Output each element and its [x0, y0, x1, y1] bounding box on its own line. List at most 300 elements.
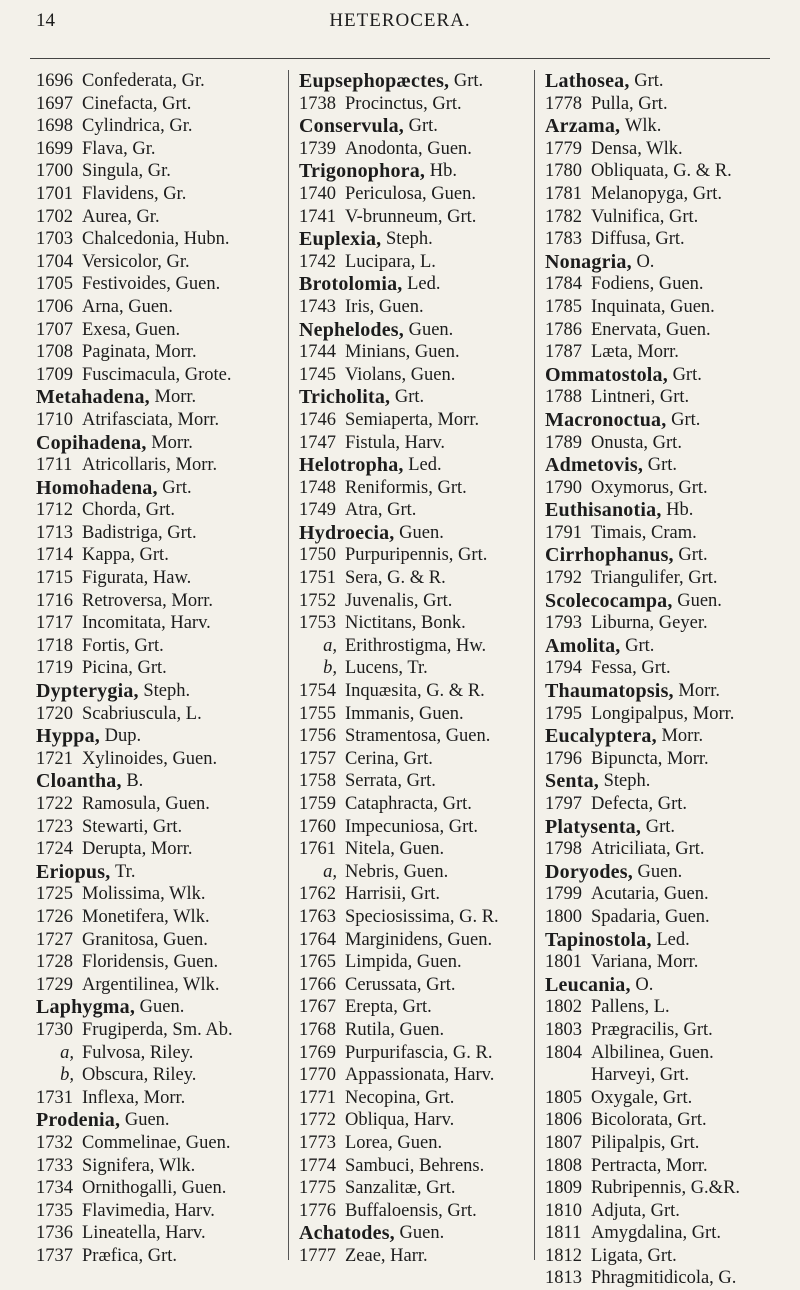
entry-name: Atra, Grt. — [345, 500, 417, 521]
species-entry — [36, 635, 286, 658]
species-entry — [299, 544, 543, 567]
genus-author: O. — [631, 251, 655, 272]
entry-name: Fistula, Harv. — [345, 432, 446, 453]
entry-name: Onusta, Grt. — [591, 432, 682, 453]
species-entry — [36, 544, 286, 567]
entry-name: Versicolor, Gr. — [82, 251, 190, 272]
species-entry — [545, 1064, 787, 1087]
column-2 — [288, 70, 543, 1266]
species-entry — [36, 567, 286, 590]
entry-name: Buffaloensis, Grt. — [345, 1200, 477, 1221]
entry-name: Ramosula, Guen. — [82, 794, 210, 814]
species-entry — [299, 838, 543, 861]
genus-heading — [545, 770, 787, 793]
entry-name: Longipalpus, Morr. — [591, 703, 735, 724]
species-list — [36, 70, 776, 1289]
entry-number: 1763 — [299, 906, 336, 927]
entry-number: 1783 — [545, 229, 582, 250]
genus-author: Guen. — [394, 522, 444, 543]
species-entry — [299, 93, 543, 116]
species-entry — [36, 1019, 286, 1042]
entry-number: 1748 — [299, 477, 336, 498]
species-entry — [36, 929, 286, 952]
entry-number: 1805 — [545, 1087, 582, 1108]
entry-name: Pilipalpis, Grt. — [591, 1132, 700, 1153]
genus-author: Grt. — [667, 364, 702, 385]
species-entry — [36, 1132, 286, 1155]
entry-number: 1780 — [545, 161, 582, 182]
genus-name: Hydroecia, — [299, 521, 395, 544]
species-entry — [299, 1064, 543, 1087]
entry-name: Signifera, Wlk. — [82, 1155, 196, 1176]
genus-heading — [299, 273, 543, 296]
genus-author: Tr. — [110, 861, 136, 882]
species-entry — [545, 183, 787, 206]
entry-name: Retroversa, Morr. — [82, 590, 214, 611]
entry-number: 1739 — [299, 138, 336, 159]
entry-name: Prægracilis, Grt. — [591, 1019, 713, 1040]
species-entry — [545, 160, 787, 183]
species-entry — [545, 1087, 787, 1110]
entry-number: 1782 — [545, 206, 582, 227]
species-entry — [299, 1245, 543, 1268]
genus-name: Conservula, — [299, 115, 404, 138]
entry-number: 1788 — [545, 387, 582, 408]
species-entry — [299, 138, 543, 161]
entry-name: Serrata, Grt. — [345, 771, 436, 792]
entry-name: Erepta, Grt. — [345, 997, 432, 1018]
species-entry — [36, 1087, 286, 1110]
species-entry — [545, 93, 787, 116]
genus-name: Trigonophora, — [299, 160, 426, 183]
entry-number: 1784 — [545, 274, 582, 295]
entry-number: 1733 — [36, 1155, 73, 1176]
species-entry — [299, 612, 543, 635]
entry-name: Obliquata, G. & R. — [591, 161, 732, 182]
entry-number: 1764 — [299, 929, 336, 950]
genus-name: Tricholita, — [299, 386, 391, 409]
running-head: HETEROCERA. — [329, 10, 471, 31]
entry-name: Bicolorata, Grt. — [591, 1110, 707, 1131]
species-entry — [545, 1222, 787, 1245]
species-entry — [36, 1200, 286, 1223]
entry-number: 1743 — [299, 296, 336, 317]
entry-name: Obliqua, Harv. — [345, 1110, 455, 1131]
entry-name: Chorda, Grt. — [82, 500, 175, 521]
species-entry — [36, 1155, 286, 1178]
entry-name: Periculosa, Guen. — [345, 183, 477, 204]
entry-number: 1718 — [36, 635, 73, 656]
entry-number: 1813 — [545, 1268, 582, 1289]
genus-name: Dypterygia, — [36, 680, 139, 703]
entry-name: Granitosa, Guen. — [82, 929, 208, 950]
species-entry — [299, 951, 543, 974]
species-entry — [299, 1042, 543, 1065]
entry-name: Frugiperda, Sm. Ab. — [82, 1019, 233, 1040]
entry-number: 1754 — [299, 681, 336, 702]
species-entry — [545, 1042, 787, 1065]
entry-number: 1747 — [299, 432, 336, 453]
entry-name: Acutaria, Guen. — [591, 884, 709, 905]
species-entry — [299, 1109, 543, 1132]
species-entry — [545, 522, 787, 545]
genus-name: Thaumatopsis, — [545, 680, 674, 703]
species-entry — [299, 499, 543, 522]
entry-number: 1721 — [36, 748, 73, 769]
entry-name: Adjuta, Grt. — [591, 1200, 680, 1221]
entry-name: Inquæsita, G. & R. — [345, 681, 485, 702]
species-entry — [545, 386, 787, 409]
entry-name: Necopina, Grt. — [345, 1087, 455, 1108]
species-entry — [36, 838, 286, 861]
entry-name: Cinefacta, Grt. — [82, 93, 192, 114]
genus-heading — [36, 996, 286, 1019]
entry-number: 1809 — [545, 1178, 582, 1199]
species-entry — [36, 703, 286, 726]
entry-number: 1698 — [36, 116, 73, 137]
entry-name: Xylinoides, Guen. — [82, 748, 218, 769]
species-entry — [299, 793, 543, 816]
genus-heading — [36, 680, 286, 703]
entry-number: 1756 — [299, 726, 336, 747]
genus-heading — [36, 725, 286, 748]
species-entry — [299, 296, 543, 319]
genus-author: Guen. — [394, 1223, 445, 1244]
entry-name: Erithrostigma, Hw. — [345, 635, 487, 656]
species-entry — [36, 228, 286, 251]
species-entry — [36, 206, 286, 229]
entry-number: 1738 — [299, 93, 336, 114]
genus-author: Guen. — [672, 590, 722, 611]
entry-number: 1775 — [299, 1178, 336, 1199]
entry-name: Læta, Morr. — [591, 342, 679, 363]
species-entry — [545, 296, 787, 319]
genus-name: Platysenta, — [545, 815, 642, 838]
variety-entry — [36, 1042, 286, 1065]
species-entry — [36, 93, 286, 116]
genus-heading — [36, 432, 286, 455]
entry-number: 1751 — [299, 568, 336, 589]
entry-name: Singula, Gr. — [82, 161, 171, 182]
entry-number — [545, 1064, 591, 1087]
entry-number: 1776 — [299, 1200, 336, 1221]
entry-name: Juvenalis, Grt. — [345, 590, 453, 611]
entry-number: 1770 — [299, 1065, 336, 1086]
species-entry — [36, 590, 286, 613]
species-entry — [36, 273, 286, 296]
entry-number: 1736 — [36, 1223, 73, 1244]
genus-name: Cirrhophanus, — [545, 544, 674, 567]
entry-number: 1713 — [36, 522, 73, 543]
entry-number: 1741 — [299, 206, 336, 227]
entry-name: Impecuniosa, Grt. — [345, 816, 479, 837]
species-entry — [545, 1200, 787, 1223]
entry-name: Cerussata, Grt. — [345, 974, 456, 995]
genus-heading — [299, 1222, 543, 1245]
species-entry — [299, 974, 543, 997]
genus-author: Grt. — [157, 477, 192, 498]
entry-name: Diffusa, Grt. — [591, 229, 685, 250]
entry-name: Molissima, Wlk. — [82, 884, 206, 905]
entry-name: Vulnifica, Grt. — [591, 206, 699, 227]
entry-number: 1797 — [545, 794, 582, 814]
entry-name: Obscura, Riley. — [82, 1065, 197, 1086]
entry-name: Aurea, Gr. — [82, 206, 160, 227]
genus-heading — [545, 544, 787, 567]
entry-name: Inquinata, Guen. — [591, 296, 715, 317]
entry-name: Lintneri, Grt. — [591, 387, 690, 408]
species-entry — [299, 183, 543, 206]
column-1 — [36, 70, 286, 1267]
genus-name: Arzama, — [545, 115, 621, 138]
species-entry — [299, 567, 543, 590]
entry-name: Monetifera, Wlk. — [82, 906, 210, 927]
genus-author: Grt. — [449, 71, 484, 91]
genus-author: Grt. — [673, 545, 708, 566]
entry-name: Atrifasciata, Morr. — [82, 409, 220, 430]
entry-number: 1791 — [545, 522, 582, 543]
entry-name: Amygdalina, Grt. — [591, 1223, 721, 1244]
entry-number: 1749 — [299, 500, 336, 521]
genus-name: Macronoctua, — [545, 408, 667, 431]
entry-name: Melanopyga, Grt. — [591, 183, 723, 204]
entry-name: Spadaria, Guen. — [591, 906, 710, 927]
genus-name: Homohadena, — [36, 476, 158, 499]
entry-name: Appassionata, Harv. — [345, 1065, 495, 1086]
genus-name: Amolita, — [545, 634, 621, 657]
genus-author: Led. — [402, 274, 441, 295]
entry-name: Marginidens, Guen. — [345, 929, 493, 950]
entry-name: Rutila, Guen. — [345, 1019, 445, 1040]
entry-number: 1772 — [299, 1110, 336, 1131]
entry-name: Fortis, Grt. — [82, 635, 164, 656]
genus-author: Steph. — [138, 681, 191, 702]
species-entry — [36, 115, 286, 138]
entry-name: Procinctus, Grt. — [345, 93, 462, 114]
variety-entry — [36, 1064, 286, 1087]
species-entry — [299, 341, 543, 364]
entry-name: Densa, Wlk. — [591, 138, 683, 159]
species-entry — [545, 567, 787, 590]
genus-author: Morr. — [673, 681, 721, 702]
entry-name: Violans, Guen. — [345, 364, 456, 385]
species-entry — [299, 906, 543, 929]
species-entry — [545, 1245, 787, 1268]
species-entry — [36, 612, 286, 635]
entry-number: 1804 — [545, 1042, 582, 1063]
species-entry — [36, 454, 286, 477]
species-entry — [545, 748, 787, 771]
entry-name: Nictitans, Bonk. — [345, 613, 466, 634]
page-number: 14 — [36, 10, 55, 31]
species-entry — [36, 296, 286, 319]
entry-number: 1759 — [299, 794, 336, 814]
entry-number: 1787 — [545, 342, 582, 363]
entry-number: 1734 — [36, 1178, 73, 1199]
entry-number: 1785 — [545, 296, 582, 317]
species-entry — [545, 138, 787, 161]
genus-name: Nonagria, — [545, 250, 632, 273]
entry-name: Reniformis, Grt. — [345, 477, 467, 498]
entry-name: Confederata, Gr. — [82, 71, 205, 91]
entry-number: 1745 — [299, 364, 336, 385]
genus-author: Morr. — [149, 387, 197, 408]
entry-number: 1724 — [36, 839, 73, 860]
species-entry — [545, 996, 787, 1019]
genus-name: Tapinostola, — [545, 928, 652, 951]
genus-name: Doryodes, — [545, 860, 633, 883]
entry-name: Paginata, Morr. — [82, 342, 197, 363]
entry-number: 1778 — [545, 93, 582, 114]
entry-number: 1728 — [36, 952, 73, 973]
genus-heading — [545, 499, 787, 522]
genus-author: Grt. — [666, 409, 701, 430]
species-entry — [545, 228, 787, 251]
entry-number: b, — [323, 658, 337, 679]
species-entry — [36, 748, 286, 771]
entry-name: Figurata, Haw. — [82, 568, 192, 589]
genus-author: B. — [121, 771, 144, 792]
entry-name: Picina, Grt. — [82, 658, 167, 679]
genus-name: Leucania, — [545, 973, 631, 996]
species-entry — [36, 793, 286, 816]
entry-number: 1796 — [545, 748, 582, 769]
entry-name: Argentilinea, Wlk. — [82, 974, 220, 995]
genus-heading — [545, 929, 787, 952]
entry-number: 1811 — [545, 1223, 582, 1244]
entry-name: Anodonta, Guen. — [345, 138, 472, 159]
variety-entry — [299, 635, 543, 658]
species-entry — [36, 70, 286, 93]
entry-name: Iris, Guen. — [345, 296, 424, 317]
entry-name: Purpuripennis, Grt. — [345, 545, 488, 566]
entry-name: Limpida, Guen. — [345, 952, 462, 973]
species-entry — [299, 477, 543, 500]
entry-number: 1725 — [36, 884, 73, 905]
genus-heading — [36, 770, 286, 793]
species-entry — [545, 477, 787, 500]
entry-name: Oxygale, Grt. — [591, 1087, 693, 1108]
entry-name: Defecta, Grt. — [591, 794, 688, 814]
genus-name: Copihadena, — [36, 431, 147, 454]
genus-name: Prodenia, — [36, 1109, 121, 1132]
genus-name: Hyppa, — [36, 725, 101, 748]
entry-name: Sambuci, Behrens. — [345, 1155, 485, 1176]
species-entry — [36, 522, 286, 545]
genus-name: Nephelodes, — [299, 318, 404, 341]
entry-number: 1711 — [36, 455, 73, 476]
genus-author: Grt. — [629, 71, 664, 91]
genus-heading — [545, 115, 787, 138]
genus-author: Led. — [651, 929, 690, 950]
entry-name: Rubripennis, G.&R. — [591, 1178, 741, 1199]
entry-number: 1720 — [36, 703, 73, 724]
entry-name: Oxymorus, Grt. — [591, 477, 708, 498]
species-entry — [299, 929, 543, 952]
species-entry — [299, 748, 543, 771]
entry-name: Incomitata, Harv. — [82, 613, 211, 634]
entry-name: Variana, Morr. — [591, 952, 699, 973]
entry-number: 1789 — [545, 432, 582, 453]
genus-name: Achatodes, — [299, 1222, 395, 1245]
entry-number: 1808 — [545, 1155, 582, 1176]
entry-number: 1707 — [36, 319, 73, 340]
species-entry — [36, 1177, 286, 1200]
entry-name: Sera, G. & R. — [345, 568, 446, 589]
entry-number: 1798 — [545, 839, 582, 860]
species-entry — [299, 1087, 543, 1110]
entry-number: 1786 — [545, 319, 582, 340]
species-entry — [299, 590, 543, 613]
genus-heading — [545, 590, 787, 613]
genus-name: Eucalyptera, — [545, 725, 657, 748]
genus-heading — [545, 454, 787, 477]
entry-name: Lucipara, L. — [345, 251, 436, 272]
species-entry — [299, 1132, 543, 1155]
species-entry — [36, 816, 286, 839]
entry-number: 1761 — [299, 839, 336, 860]
entry-number: 1755 — [299, 703, 336, 724]
genus-heading — [299, 228, 543, 251]
entry-number: 1767 — [299, 997, 336, 1018]
genus-heading — [299, 522, 543, 545]
entry-number: 1795 — [545, 703, 582, 724]
species-entry — [299, 770, 543, 793]
entry-name: Ornithogalli, Guen. — [82, 1178, 227, 1199]
entry-number: 1746 — [299, 409, 336, 430]
entry-number: 1794 — [545, 658, 582, 679]
entry-name: Albilinea, Guen. — [591, 1042, 714, 1063]
entry-name: Harveyi, Grt. — [591, 1065, 690, 1086]
entry-name: Floridensis, Guen. — [82, 952, 219, 973]
genus-name: Eriopus, — [36, 860, 111, 883]
entry-number: 1729 — [36, 974, 73, 995]
entry-name: Purpurifascia, G. R. — [345, 1042, 493, 1063]
genus-name: Admetovis, — [545, 454, 644, 477]
entry-number: 1732 — [36, 1132, 73, 1153]
species-entry — [545, 1019, 787, 1042]
entry-number: 1740 — [299, 183, 336, 204]
genus-heading — [299, 386, 543, 409]
genus-heading — [299, 454, 543, 477]
species-entry — [545, 341, 787, 364]
genus-heading — [36, 386, 286, 409]
entry-name: Nitela, Guen. — [345, 839, 445, 860]
genus-name: Cloantha, — [36, 770, 122, 793]
genus-name: Senta, — [545, 770, 599, 793]
entry-name: Phragmitidicola, G. — [591, 1268, 737, 1289]
entry-number: 1800 — [545, 906, 582, 927]
entry-number: 1703 — [36, 229, 73, 250]
entry-name: Fuscimacula, Grote. — [82, 364, 232, 385]
genus-author: Guen. — [120, 1110, 170, 1131]
genus-author: Guen. — [632, 861, 683, 882]
genus-author: Steph. — [598, 771, 651, 792]
entry-number: 1696 — [36, 71, 73, 91]
entry-number: 1792 — [545, 568, 582, 589]
entry-number: 1750 — [299, 545, 336, 566]
entry-name: Semiaperta, Morr. — [345, 409, 480, 430]
entry-number: a, — [323, 635, 337, 656]
entry-number: 1727 — [36, 929, 73, 950]
species-entry — [299, 432, 543, 455]
entry-number: 1803 — [545, 1019, 582, 1040]
genus-name: Metahadena, — [36, 386, 150, 409]
entry-name: Flavimedia, Harv. — [82, 1200, 215, 1221]
genus-author: Guen. — [403, 319, 454, 340]
species-entry — [36, 364, 286, 387]
entry-number: 1774 — [299, 1155, 336, 1176]
